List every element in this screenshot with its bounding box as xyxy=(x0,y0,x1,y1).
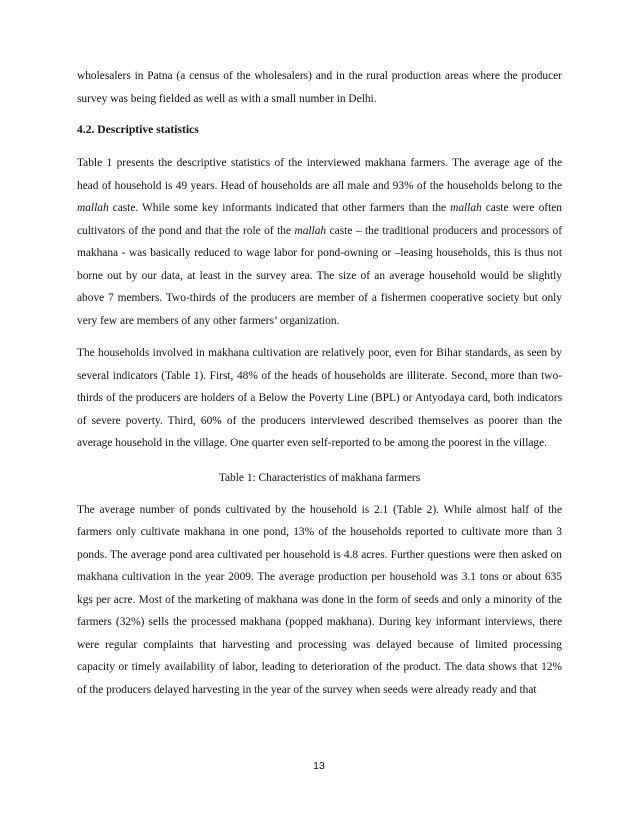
intro-paragraph: wholesalers in Patna (a census of the wholesalers) and in the rural production areas where the producer survey was being fielded as well as with a small number in Delhi. xyxy=(77,70,562,105)
para2-text-4: caste – the traditional producers and processors of makhana - was basically reduced to wage labor for pond-owning or –leasing households, this is thus not borne out by our data, at least in the survey area. The size of an average household would be slightly above 7 members. Two-thirds of the producers are member of a fishermen cooperative society but only very few are members of any other farmers’ organization. xyxy=(77,224,562,327)
page-content xyxy=(77,65,562,701)
para2-text-1: Table 1 presents the descriptive statistics of the interviewed makhana farmers. The average age of the head of household is 49 years. Head of households are all male and 93% of the households belong to the xyxy=(77,157,562,192)
paragraph-poverty: The households involved in makhana cultivation are relatively poor, even for Bihar standards, as seen by several indicators (Table 1). First, 48% of the heads of households are illiterate. Second, more than two-thirds of the producers are holders of a Below the Poverty Line (BPL) or Antyodaya card, both indicators of severe poverty. Third, 60% of the producers interviewed described themselves as poorer than the average household in the village. One quarter even self-reported to be among the poorest in the village. xyxy=(77,347,562,449)
page-number: 13 xyxy=(313,760,325,772)
paragraph-ponds: The average number of ponds cultivated by the household is 2.1 (Table 2). While almost half of the farmers only cultivate makhana in one pond, 13% of the households reported to cultivate more than 3 ponds. The average pond area cultivated per household is 4.8 acres. Further questions were then asked on makhana cultivation in the year 2009. The average production per household was 3.1 tons or about 635 kgs per acre. Most of the marketing of makhana was done in the form of seeds and only a minority of the farmers (32%) sells the processed makhana (popped makhana). During key informant interviews, there were regular complaints that harvesting and processing was delayed because of limited processing capacity or timely availability of labor, leading to deterioration of the product. The data shows that 12% of the producers delayed harvesting in the year of the survey when seeds were already ready and that xyxy=(77,503,562,696)
para2-text-3: caste were often cultivators of the pond and that the role of the xyxy=(77,202,563,237)
mallah-term: mallah xyxy=(450,202,482,214)
table-caption: Table 1: Characteristics of makhana farmers xyxy=(218,471,421,484)
mallah-term: mallah xyxy=(77,202,109,214)
section-heading: 4.2. Descriptive statistics xyxy=(77,123,199,136)
paragraph-descriptive-stats xyxy=(77,152,562,332)
mallah-term: mallah xyxy=(294,224,327,237)
para2-text-2: caste. While some key informants indicated that other farmers than the xyxy=(108,202,451,214)
